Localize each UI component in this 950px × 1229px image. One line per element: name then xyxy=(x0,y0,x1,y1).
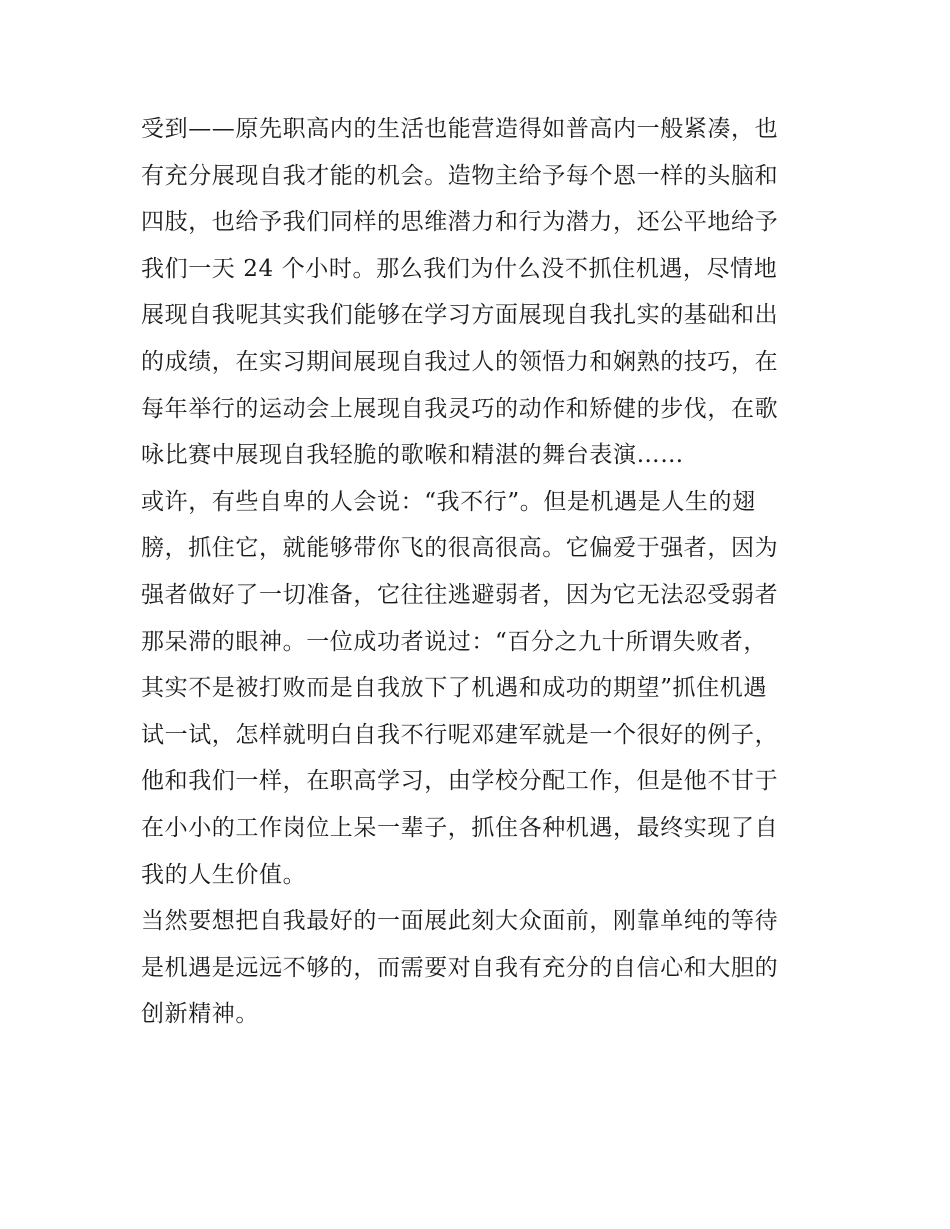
text-line: 的成绩，在实习期间展现自我过人的领悟力和娴熟的技巧，在 xyxy=(141,348,779,375)
text-line: 他和我们一样，在职高学习，由学校分配工作，但是他不甘于 xyxy=(141,768,779,795)
text-line: 展现自我呢其实我们能够在学习方面展现自我扎实的基础和出 xyxy=(141,302,779,329)
text-line: 当然要想把自我最好的一面展此刻大众面前，刚靠单纯的等待 xyxy=(141,908,779,935)
text-line: 受到——原先职高内的生活也能营造得如普高内一般紧凑，也 xyxy=(141,116,779,142)
text-line: 有充分展现自我才能的机会。造物主给予每个恩一样的头脑和 xyxy=(141,162,779,189)
document-body xyxy=(141,106,813,1038)
text-line: 强者做好了一切准备，它往往逃避弱者，因为它无法忍受弱者 xyxy=(141,581,779,608)
text-line: 膀，抓住它，就能够带你飞的很高很高。它偏爱于强者，因为 xyxy=(141,535,779,562)
text-line: 我的人生价值。 xyxy=(141,861,307,888)
text-line: 是机遇是远远不够的，而需要对自我有充分的自信心和大胆的 xyxy=(141,954,779,981)
text-line: 在小小的工作岗位上呆一辈子，抓住各种机遇，最终实现了自 xyxy=(141,814,779,841)
text-line: 试一试，怎样就明白自我不行呢邓建军就是一个很好的例子， xyxy=(141,721,779,748)
text-line: 我们一天 24 个小时。那么我们为什么没不抓住机遇，尽情地 xyxy=(141,255,778,282)
text-line: 每年举行的运动会上展现自我灵巧的动作和矫健的步伐，在歌 xyxy=(141,395,779,422)
text-line: 那呆滞的眼神。一位成功者说过：“百分之九十所谓失败者， xyxy=(141,628,767,655)
text-line: 咏比赛中展现自我轻脆的歌喉和精湛的舞台表演…… xyxy=(141,442,684,469)
text-line: 四肢，也给予我们同样的思维潜力和行为潜力，还公平地给予 xyxy=(141,209,779,236)
text-line: 或许，有些自卑的人会说：“我不行”。但是机遇是人生的翅 xyxy=(141,488,756,515)
text-line: 创新精神。 xyxy=(141,1001,259,1028)
text-line: 其实不是被打败而是自我放下了机遇和成功的期望”抓住机遇 xyxy=(141,675,767,702)
